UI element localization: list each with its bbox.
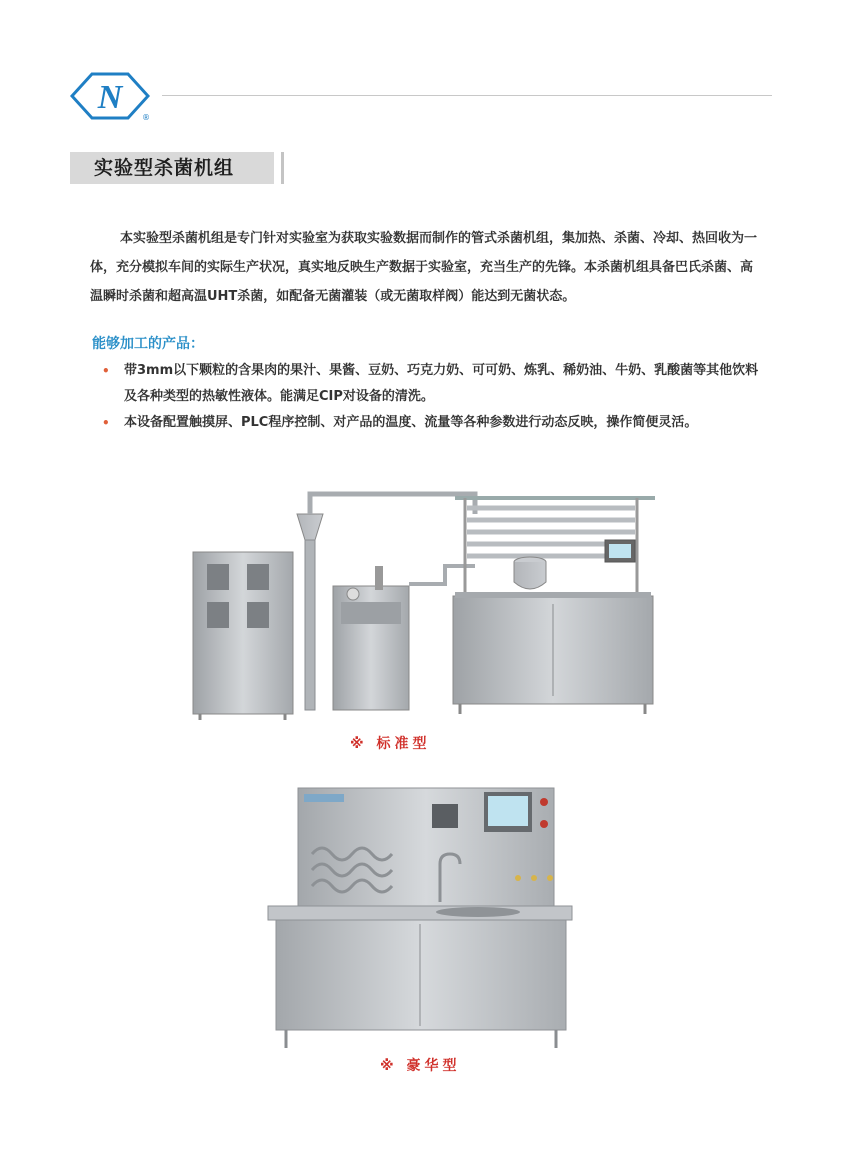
list-item-text: 带3mm以下颗粒的含果肉的果汁、果酱、豆奶、巧克力奶、可可奶、炼乳、稀奶油、牛奶、乳酸菌等其他饮料及各种类型的热敏性液体。能满足CIP对设备的清洗。	[124, 363, 759, 404]
figure-caption-standard: ※ 标准型	[350, 736, 431, 752]
bullet-marker: •	[102, 416, 110, 430]
product-list	[90, 358, 762, 436]
page-title: 实验型杀菌机组	[94, 157, 235, 179]
products-heading: 能够加工的产品：	[92, 336, 204, 352]
standard-sterilizer-photo	[185, 474, 665, 724]
title-banner	[70, 152, 277, 184]
bullet-marker: •	[102, 364, 110, 378]
deluxe-sterilizer-photo	[262, 780, 578, 1052]
intro-paragraph: 本实验型杀菌机组是专门针对实验室为获取实验数据而制作的管式杀菌机组，集加热、杀菌、冷却、热回收为一体，充分模拟车间的实际生产状况，真实地反映生产数据于实验室，充当生产的先锋。本杀菌机组具备巴氏杀菌、高温瞬时杀菌和超高温UHT杀菌，如配备无菌灌装（或无菌取样阀）能达到无菌状态。	[90, 231, 758, 304]
list-item	[90, 358, 762, 410]
figure-caption-deluxe: ※ 豪华型	[380, 1058, 461, 1074]
header-rule	[162, 95, 772, 96]
list-item-text: 本设备配置触摸屏、PLC程序控制、对产品的温度、流量等各种参数进行动态反映，操作简便灵活。	[124, 415, 698, 430]
list-item	[90, 410, 762, 436]
company-logo	[70, 70, 150, 122]
logo-letter: N	[97, 79, 123, 116]
registered-mark: ®	[142, 113, 150, 122]
